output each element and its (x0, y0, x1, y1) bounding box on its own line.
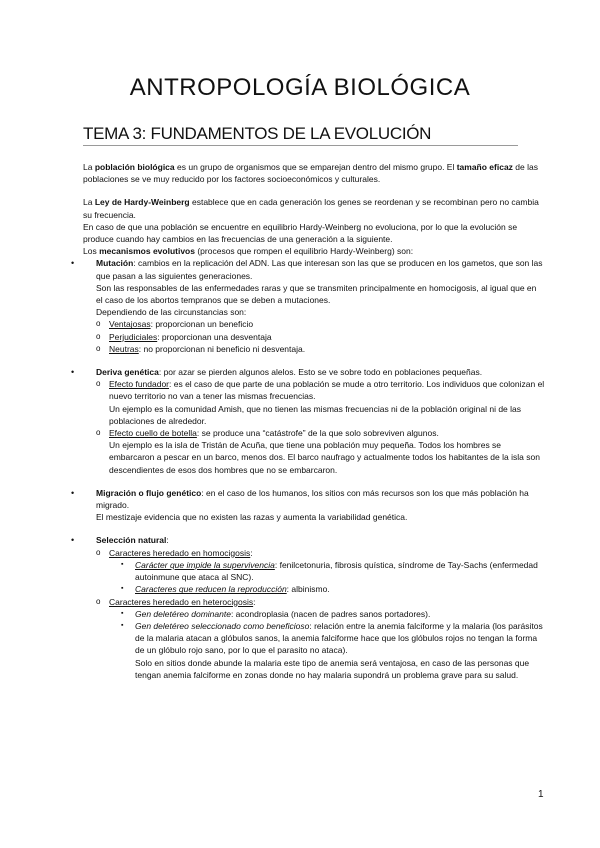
sub-item-neutras: o Neutras: no proporcionan ni beneficio ni desventaja. (96, 343, 306, 354)
section-heading: TEMA 3: FUNDAMENTOS DE LA EVOLUCIÓN (83, 124, 432, 143)
list-item-migracion: • Migración o flujo genético: en el caso de los humanos, los sitios con más recursos son los que más población ha migrado. El mestizaje evidencia que no existen las razas y aumenta la variabilidad genética. (71, 487, 529, 523)
document-title: ANTROPOLOGÍA BIOLÓGICA (129, 74, 471, 101)
sub-item-cuello-botella: o Efecto cuello de botella: se produce una “catástrofe” de la que solo sobreviven algunos. Un ejemplo es la isla de Tristán de Acuña, que tiene una población muy pequeña. Todos los hombres se embarcaron a pescar en un barco, menos dos. El barco naufrago y actualmente todos los habitantes de la isla son descendientes de esos dos hombres que no se embarcaron. (96, 428, 540, 475)
paragraph-hardy-weinberg: La Ley de Hardy-Weinberg establece que en cada generación los genes se reordenan y se recombinan pero no cambia su frecuencia. (83, 197, 539, 220)
document-body (71, 161, 545, 681)
list-item-seleccion: • Selección natural: o Caracteres heredado en homocigosis: ▪ Carácter que impide la supervivencia: fenilcetonuria, fibrosis quística, síndrome de Tay-Sachs (enfermedad autoinmune que ataca al SNC). ▪ Caracteres que reducen la reproducción: albinismo. o Caracteres heredado en heterocigosis: ▪ Gen deletéreo dominante: acondroplasia (nacen de padres sanos portadores). ▪ Gen deletéreo seleccionado como beneficioso: relación entre la anemia falciforme y la malaria (los parásitos de la malaria atacan a glóbulos sanos, la anemia falciforme hace que los glóbulos rojos no tengan la forma de un glóbulo rojo sano, por lo que el parasito no ataca). Solo en sitios donde abunde la malaria este tipo de anemia será ventajosa, en caso de las personas que tengan anemia falciforme en zonas donde no hay malaria supondrá un problema grave para su salud. (83, 534, 545, 680)
sub-item-ventajosas: o Ventajosas: proporcionan un beneficio (96, 319, 254, 330)
circle-bullet-icon: o (96, 596, 101, 606)
square-bullet-icon: ▪ (121, 560, 124, 568)
sub-item-homocigosis: o Caracteres heredado en homocigosis: (96, 547, 253, 558)
square-bullet-icon: ▪ (121, 609, 124, 617)
circle-bullet-icon: o (96, 331, 101, 341)
circle-bullet-icon: o (96, 428, 101, 438)
circle-bullet-icon: o (96, 343, 101, 353)
sub-sub-item-reproduccion: ▪ Caracteres que reducen la reproducción: albinismo. (121, 584, 330, 595)
page-number: 1 (538, 789, 544, 800)
sub-item-efecto-fundador: o Efecto fundador: es el caso de que parte de una población se mude a otro territorio. Los individuos que colonizan el nuevo territorio no van a tener las mismas frecuencias. Un ejemplo es la comunidad Amish, que no tienen las mismas frecuencias ni de la población original ni de las poblaciones de alrededor. (96, 379, 545, 426)
sub-sub-item-dominante: ▪ Gen deletéreo dominante: acondroplasia (nacen de padres sanos portadores). (121, 608, 431, 619)
sub-sub-item-beneficioso: ▪ Gen deletéreo seleccionado como beneficioso: relación entre la anemia falciforme y la malaria (los parásitos de la malaria atacan a glóbulos sanos, la anemia falciforme hace que los glóbulos rojos no tengan la forma de un glóbulo rojo sano, por lo que el parasito no ataca). Solo en sitios donde abunde la malaria este tipo de anemia será ventajosa, en caso de las personas que tengan anemia falciforme en zonas donde no hay malaria supondrá un problema grave para su salud. (121, 620, 543, 680)
heading-underline (83, 145, 518, 146)
sub-item-perjudiciales: o Perjudiciales: proporcionan una desventaja (96, 331, 272, 342)
sub-item-heterocigosis: o Caracteres heredado en heterocigosis: (96, 596, 256, 607)
bullet-icon: • (71, 487, 75, 498)
circle-bullet-icon: o (96, 547, 101, 557)
bullet-icon: • (71, 367, 75, 378)
list-item-deriva: • Deriva genética: por azar se pierden algunos alelos. Esto se ve sobre todo en poblaciones pequeñas. o Efecto fundador: es el caso de que parte de una población se mude a otro territorio. Los individuos que colonizan el nuevo territorio no van a tener las mismas frecuencias. Un ejemplo es la comunidad Amish, que no tienen las mismas frecuencias ni de la población original ni de las poblaciones de alrededor. o Efecto cuello de botella: se produce una “catástrofe” de la que solo sobreviven algunos. Un ejemplo es la isla de Tristán de Acuña, que tiene una población muy pequeña. Todos los hombres se embarcaron a pescar en un barco, menos dos. El barco naufrago y actualmente todos los habitantes de la isla son descendientes de esos dos hombres que no se embarcaron. (71, 367, 545, 475)
square-bullet-icon: ▪ (121, 621, 124, 629)
list-item-mutacion: • Mutación: cambios en la replicación del ADN. Las que interesan son las que se producen en los gametos, que son las que pasan a las siguientes generaciones. Son las responsables de las enfermedades raras y que se transmiten principalmente en homocigosis, al igual que en el caso de los abortos tempranos que se deben a mutaciones. Dependiendo de las circunstancias son: o Ventajosas: proporcionan un beneficio o Perjudiciales: proporcionan una desventaja o Neutras: no proporcionan ni beneficio ni desventaja. (83, 257, 545, 355)
paragraph-equilibrio: En caso de que una población se encuentre en equilibrio Hardy-Weinberg no evoluciona, por lo que la evolución se produce cuando hay cambios en las frecuencias de una generación a la siguiente. (83, 221, 518, 245)
paragraph-poblacion: La población biológica es un grupo de organismos que se emparejan dentro del mismo grupo. El tamaño eficaz de las poblaciones se ve muy reducido por los factores socioeconómicos y culturales. (83, 162, 538, 185)
bullet-icon: • (71, 535, 75, 546)
circle-bullet-icon: o (96, 379, 101, 389)
bullet-icon: • (71, 258, 75, 269)
square-bullet-icon: ▪ (121, 585, 124, 593)
circle-bullet-icon: o (96, 319, 101, 329)
paragraph-mecanismos: Los mecanismos evolutivos (procesos que rompen el equilibrio Hardy-Weinberg) son: (83, 246, 414, 257)
sub-sub-item-supervivencia: ▪ Carácter que impide la supervivencia: fenilcetonuria, fibrosis quística, síndrome de Tay-Sachs (enfermedad autoinmune que ataca al SNC). (121, 559, 538, 583)
